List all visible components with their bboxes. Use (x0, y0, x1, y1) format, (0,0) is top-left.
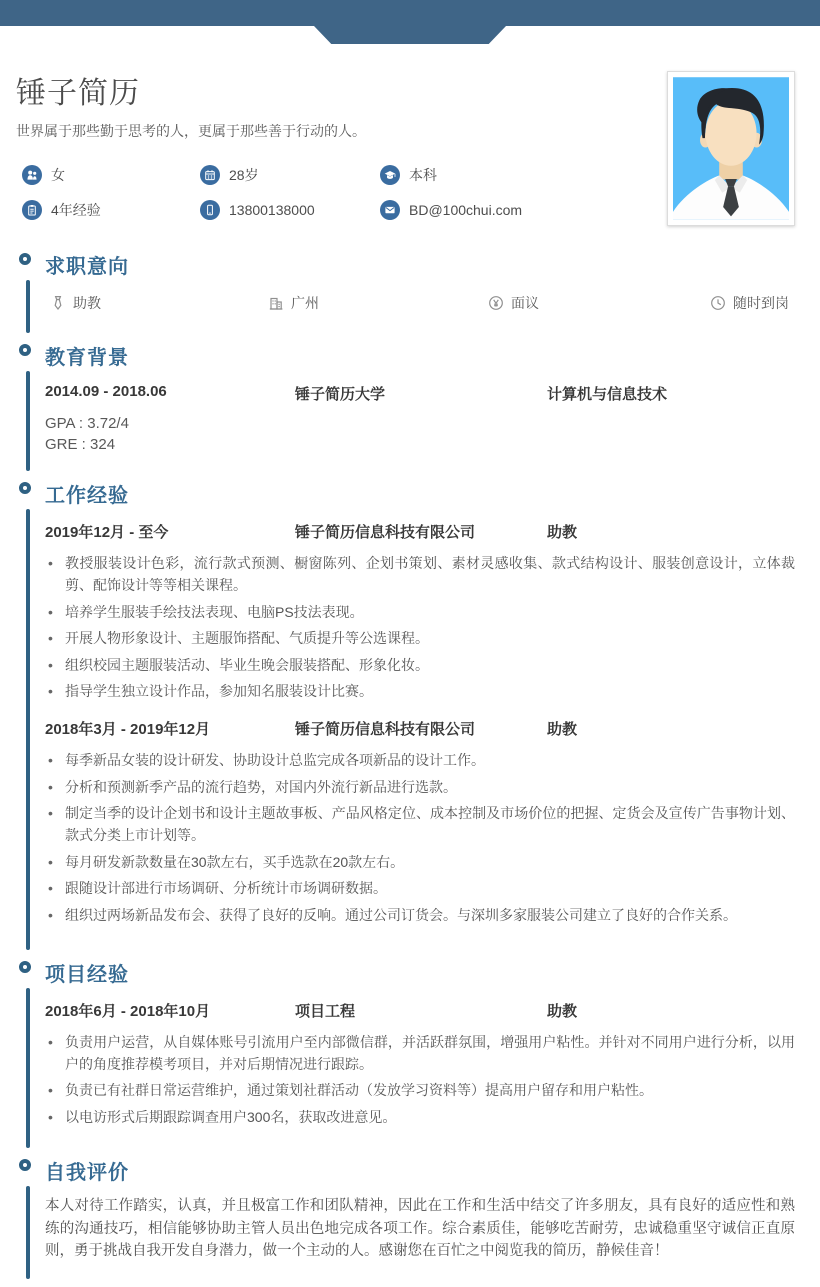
timeline-ring (19, 1159, 31, 1171)
project-experience-heading: 项目经验 (45, 963, 129, 986)
timeline-ring (19, 961, 31, 973)
timeline-ring (19, 482, 31, 494)
education-school: 锤子简历大学 (295, 386, 386, 403)
section-project-experience (0, 958, 820, 1157)
job-header-row (45, 521, 795, 542)
profile-age (200, 165, 380, 185)
job-entry (45, 521, 795, 702)
project-period: 2018年6月 - 2018年10月 (45, 1002, 211, 1020)
work-experience-heading: 工作经验 (45, 485, 129, 507)
section-job-intention (0, 250, 820, 341)
phone-icon (200, 200, 220, 220)
email-icon (380, 200, 400, 220)
education-period: 2014.09 - 2018.06 (45, 383, 167, 400)
resume-body (0, 250, 820, 1287)
job-header-row (45, 718, 795, 739)
salary-icon (488, 295, 504, 311)
section-work-experience (0, 479, 820, 958)
job-bullet: • 每季新品女装的设计研发、协助设计总监完成各项新品的设计工作。 (45, 749, 795, 771)
section-education (0, 341, 820, 479)
intention-salary-label: 面议 (511, 295, 539, 311)
intention-city (268, 293, 319, 313)
timeline-ring (19, 253, 31, 265)
clock-icon (710, 295, 726, 311)
project-name: 项目工程 (295, 1002, 356, 1020)
tie-icon (50, 295, 66, 311)
job-bullet: • 跟随设计部进行市场调研、分析统计市场调研数据。 (45, 877, 795, 899)
job-company: 锤子简历信息科技有限公司 (295, 524, 476, 541)
job-bullet: • 指导学生独立设计作品，参加知名服装设计比赛。 (45, 680, 795, 702)
job-bullet: • 教授服装设计色彩，流行款式预测、橱窗陈列、企划书策划、素材灵感收集、款式结构设计、服装创意设计，立体裁剪、配饰设计等等相关课程。 (45, 552, 795, 596)
profile-phone (200, 200, 380, 220)
project-bullet: • 以电访形式后期跟踪调查用户300名，获取改进意见。 (45, 1106, 795, 1128)
intention-availability (710, 293, 789, 313)
intention-position (50, 293, 101, 313)
project-bullet: • 负责已有社群日常运营维护，通过策划社群活动（发放学习资料等）提高用户留存和用户粘性。 (45, 1079, 795, 1101)
self-evaluation-text: 本人对待工作踏实，认真，并且极富工作和团队精神，因此在工作和生活中结交了许多朋友，具有良好的适应性和熟练的沟通技巧，相信能够协助主管人员出色地完成各项工作。综合素质佳，能够吃苦耐劳，忠诚稳重坚守诚信正直原则，勇于挑战自我开发自身潜力，做一个主动的人。感谢您在百忙之中阅览我的简历，静候佳音！ (45, 1198, 795, 1259)
age-icon (200, 165, 220, 185)
job-bullet: • 培养学生服装手绘技法表现、电脑PS技法表现。 (45, 601, 795, 623)
education-row (45, 383, 795, 404)
profile-gender (22, 165, 200, 185)
education-heading: 教育背景 (45, 347, 129, 369)
degree-value: 本科 (409, 167, 437, 183)
intention-position-label: 助教 (73, 295, 101, 311)
intention-availability-label: 随时到岗 (733, 295, 789, 311)
avatar-illustration (673, 77, 789, 220)
job-entry (45, 718, 795, 926)
building-icon (268, 295, 284, 311)
gender-value: 女 (51, 167, 65, 183)
experience-value: 4年经验 (51, 202, 101, 218)
resume-header (0, 26, 820, 220)
timeline-ring (19, 344, 31, 356)
job-company: 锤子简历信息科技有限公司 (295, 721, 476, 738)
resume-title: 锤子简历 (16, 77, 140, 110)
education-gpa: GPA : 3.72/4 (45, 415, 129, 432)
project-bullet-list (45, 1031, 795, 1128)
education-gre: GRE : 324 (45, 436, 116, 453)
age-value: 28岁 (229, 167, 259, 183)
job-bullet: • 制定当季的设计企划书和设计主题故事板、产品风格定位、成本控制及市场价位的把握、定货会及宣传广告事物计划、款式分类上市计划等。 (45, 802, 795, 846)
job-bullet: • 每月研发新款数量在30款左右，买手选款在20款左右。 (45, 851, 795, 873)
project-bullet: • 负责用户运营，从自媒体账号引流用户至内部微信群，并活跃群氛围，增强用户粘性。并针对不同用户进行分析，以用户的角度推荐模考项目，并对后期情况进行跟踪。 (45, 1031, 795, 1075)
intention-city-label: 广州 (291, 295, 319, 311)
top-banner (0, 0, 820, 26)
experience-icon (22, 200, 42, 220)
profile-experience (22, 200, 200, 220)
job-intention-row (45, 293, 795, 317)
job-role: 助教 (547, 721, 578, 738)
profile-photo (667, 71, 795, 226)
project-header-row (45, 1000, 795, 1021)
job-period: 2019年12月 - 至今 (45, 524, 169, 541)
job-bullet-list (45, 552, 795, 702)
job-role: 助教 (547, 524, 578, 541)
self-evaluation-heading: 自我评价 (45, 1162, 129, 1184)
job-bullet-list (45, 749, 795, 926)
intention-salary (488, 293, 539, 313)
project-role: 助教 (547, 1002, 578, 1020)
education-major: 计算机与信息技术 (547, 386, 668, 403)
job-bullet: • 组织校园主题服装活动、毕业生晚会服装搭配、形象化妆。 (45, 654, 795, 676)
job-bullet: • 分析和预测新季产品的流行趋势，对国内外流行新品进行选款。 (45, 776, 795, 798)
job-bullet: • 开展人物形象设计、主题服饰搭配、气质提升等公选课程。 (45, 627, 795, 649)
resume-motto: 世界属于那些勤于思考的人，更属于那些善于行动的人。 (16, 123, 366, 139)
section-self-evaluation (0, 1156, 820, 1287)
job-bullet: • 组织过两场新品发布会、获得了良好的反响。通过公司订货会。与深圳多家服装公司建立了良好的合作关系。 (45, 904, 795, 926)
job-period: 2018年3月 - 2019年12月 (45, 721, 211, 738)
degree-icon (380, 165, 400, 185)
phone-value: 13800138000 (229, 202, 315, 218)
email-value: BD@100chui.com (409, 202, 523, 218)
job-intention-heading: 求职意向 (45, 256, 129, 278)
gender-icon (22, 165, 42, 185)
